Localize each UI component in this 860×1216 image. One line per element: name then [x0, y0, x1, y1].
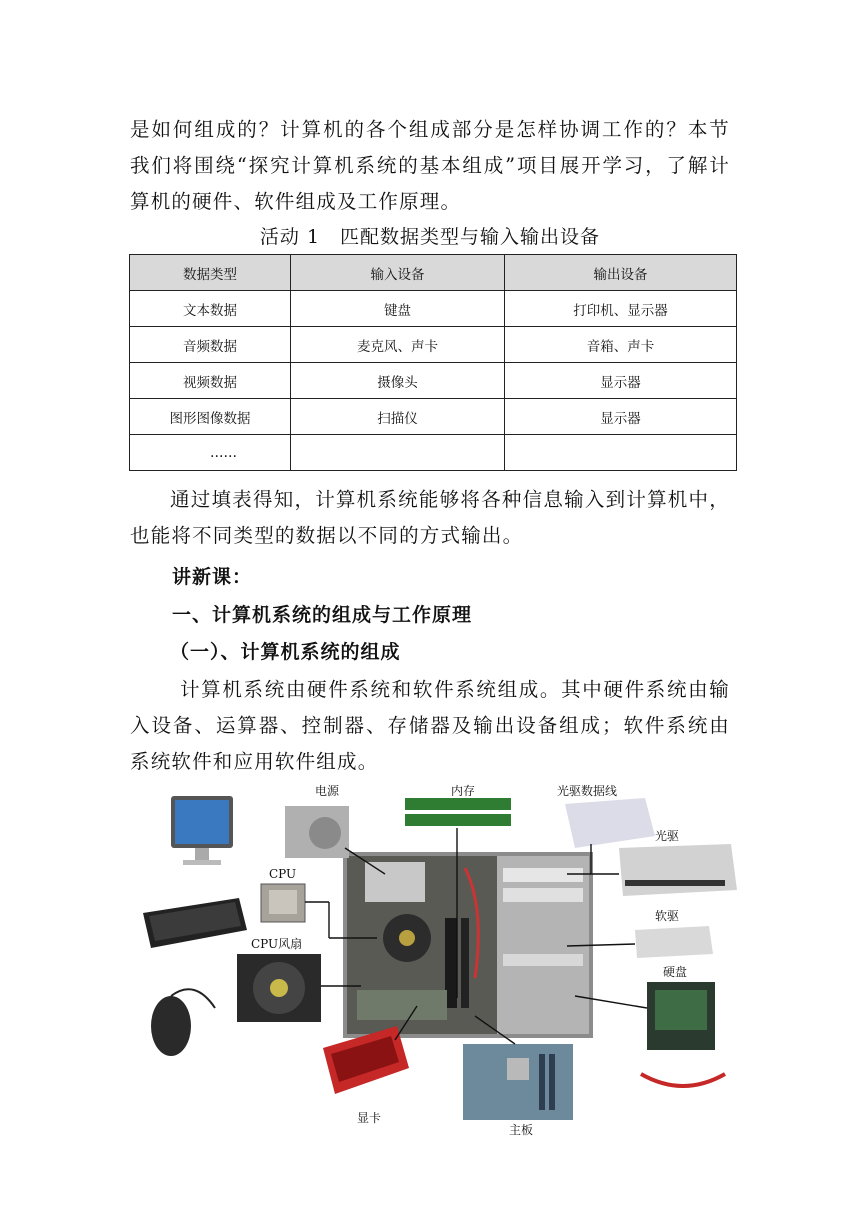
floppy-drive-image [635, 926, 713, 958]
table-cell: 图形图像数据 [130, 399, 291, 435]
table-cell: 音箱、声卡 [505, 327, 737, 363]
hard-disk-image [641, 982, 725, 1086]
mouse-image [151, 989, 215, 1056]
table-cell: 视频数据 [130, 363, 291, 399]
table-cell [505, 435, 737, 471]
label-motherboard: 主板 [509, 1123, 534, 1137]
table-cell: 扫描仪 [291, 399, 505, 435]
table-cell: …… [130, 435, 291, 471]
activity-caption: 活动 1 匹配数据类型与输入输出设备 [259, 226, 601, 248]
power-supply-image [285, 806, 349, 858]
table-cell [291, 435, 505, 471]
label-optical-cable: 光驱数据线 [557, 784, 618, 798]
table-cell: 摄像头 [291, 363, 505, 399]
table-row [130, 327, 737, 363]
header-input-device: 输入设备 [291, 255, 505, 291]
section-heading: 一、计算机系统的组成与工作原理 [172, 604, 473, 626]
header-output-device: 输出设备 [505, 255, 737, 291]
graphics-card-image [323, 1026, 409, 1094]
table-row [130, 291, 737, 327]
data-device-table [129, 254, 737, 471]
intro-paragraph: 是如何组成的？计算机的各个组成部分是怎样协调工作的？本节我们将围绕“探究计算机系统的基本组成”项目展开学习，了解计算机的硬件、软件组成及工作原理。 [130, 118, 730, 213]
table-cell: 显示器 [505, 363, 737, 399]
table-cell: 音频数据 [130, 327, 291, 363]
table-row [130, 399, 737, 435]
optical-drive-image [619, 844, 737, 896]
computer-components-figure [135, 778, 747, 1140]
table-header-row [130, 255, 737, 291]
table-cell: 显示器 [505, 399, 737, 435]
table-cell: 麦克风、声卡 [291, 327, 505, 363]
table-cell: 键盘 [291, 291, 505, 327]
label-optical-drive: 光驱 [655, 829, 680, 843]
label-floppy: 软驱 [655, 909, 680, 923]
label-memory: 内存 [451, 784, 476, 798]
cpu-image [261, 884, 305, 922]
label-hard-disk: 硬盘 [663, 965, 688, 979]
table-cell: 文本数据 [130, 291, 291, 327]
summary-paragraph: 通过填表得知，计算机系统能够将各种信息输入到计算机中，也能将不同类型的数据以不同的方式输出。 [130, 488, 730, 547]
pc-case-image [343, 852, 593, 1038]
keyboard-image [143, 898, 247, 948]
subsection-heading: （一）、计算机系统的组成 [170, 641, 401, 663]
label-graphics-card: 显卡 [357, 1111, 382, 1125]
header-data-type: 数据类型 [130, 255, 291, 291]
table-row [130, 435, 737, 471]
optical-cable-image [565, 798, 655, 848]
composition-paragraph: 计算机系统由硬件系统和软件系统组成。其中硬件系统由输入设备、运算器、控制器、存储器及输出设备组成；软件系统由系统软件和应用软件组成。 [130, 678, 730, 773]
table-cell: 打印机、显示器 [505, 291, 737, 327]
lesson-heading: 讲新课： [172, 566, 253, 588]
memory-image [405, 798, 511, 826]
monitor-image [171, 796, 233, 865]
table-row [130, 363, 737, 399]
label-cpu-fan: CPU风扇 [251, 937, 303, 951]
label-cpu: CPU [269, 867, 297, 881]
motherboard-image [463, 1044, 573, 1120]
cpu-fan-image [237, 954, 321, 1022]
label-power: 电源 [315, 784, 340, 798]
